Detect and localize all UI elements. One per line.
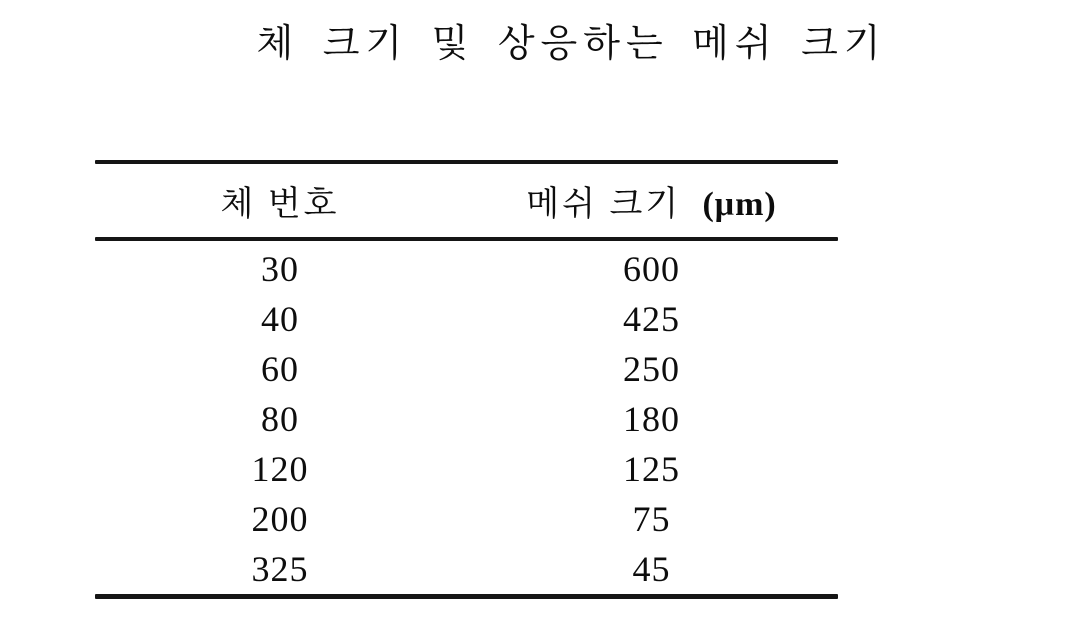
table-row [95,394,838,444]
table-row [95,494,838,544]
column-header-mesh-size-unit: (μm) [702,186,777,223]
table-header-separator-rule [95,237,838,241]
mesh-size-cell: 125 [623,449,680,489]
table-header-row [95,164,838,237]
mesh-size-cell: 45 [632,549,671,589]
table-bottom-rule [95,594,838,599]
column-header-sieve-number: 체 번호 [220,186,340,223]
mesh-size-cell: 250 [623,349,680,389]
table-body [95,244,838,594]
sieve-mesh-table [95,160,838,599]
sieve-number-cell: 60 [261,349,299,389]
sieve-number-cell: 325 [251,549,309,589]
mesh-size-cell: 180 [623,399,680,439]
mesh-size-cell: 600 [623,249,680,289]
table-row [95,294,838,344]
column-header-mesh-size-label: 메쉬 크기 [526,186,682,223]
table-row [95,444,838,494]
table-row [95,244,838,294]
sieve-number-cell: 200 [251,499,309,539]
sieve-number-cell: 120 [251,449,309,489]
table-title: 체 크기 및 상응하는 메쉬 크기 [256,23,887,65]
sieve-number-cell: 40 [261,299,299,339]
column-header-mesh-size [465,176,838,225]
sieve-number-cell: 80 [261,399,299,439]
mesh-size-cell: 425 [623,299,680,339]
table-row [95,344,838,394]
table-row [95,544,838,594]
mesh-size-cell: 75 [632,499,671,539]
sieve-number-cell: 30 [261,249,299,289]
